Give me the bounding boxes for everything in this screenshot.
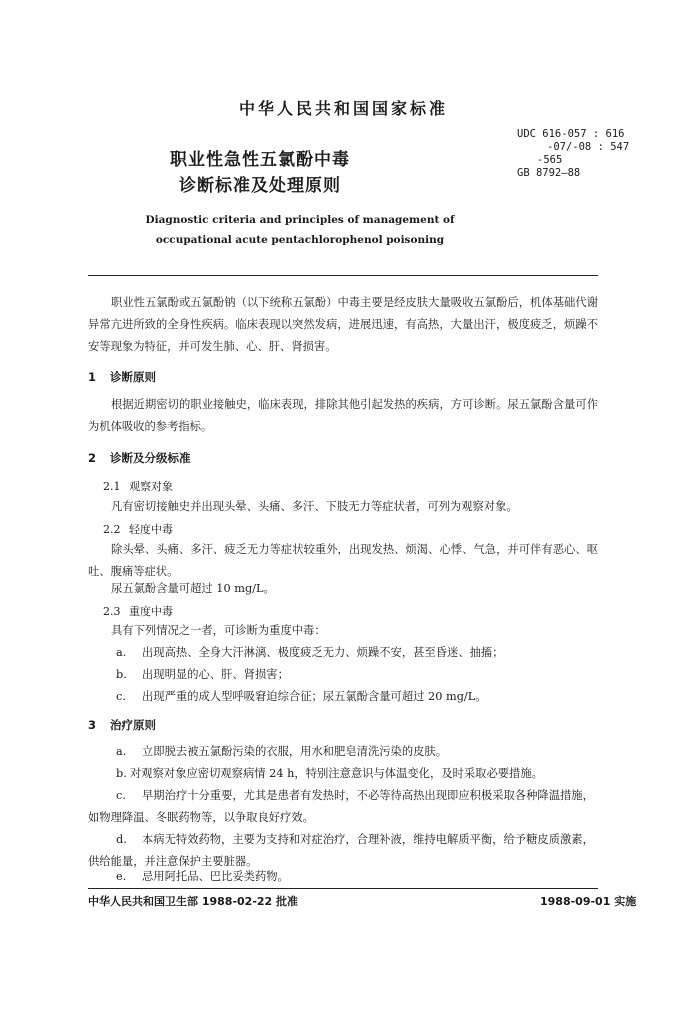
list-item-text: 出现高热、全身大汗淋漓、极度疲乏无力、烦躁不安，甚至昏迷、抽搐； (142, 646, 504, 659)
section-number: 1 (88, 370, 97, 384)
section-title: 诊断及分级标准 (110, 451, 191, 465)
list-item-label: d. (116, 833, 127, 846)
subsection-2-3-text: 具有下列情况之一者，可诊断为重度中毒： (111, 624, 326, 637)
national-standard-heading: 中华人民共和国国家标准 (238, 99, 448, 118)
title-line-1: 职业性急性五氯酚中毒 (170, 150, 350, 170)
list-item-text: 本病无特效药物，主要为支持和对症治疗，合理补液，维持电解质平衡，给予糖皮质激素，供给能量，并注意保护主要脏器。 (88, 833, 594, 868)
intro-paragraph: 职业性五氯酚或五氯酚钠（以下统称五氯酚）中毒主要是经皮肤大量吸收五氯酚后，机体基础代谢异常亢进所致的全身性疾病。临床表现以突然发病，进展迅速，有高热，大量出汗，极度疲乏，烦躁不安等现象为特征，并可发生肺、心、肝、肾损害。 (88, 296, 598, 353)
subsection-title: 重度中毒 (129, 605, 173, 618)
subsection-2-2-urine-note: 尿五氯酚含量可超过 10 mg/L。 (111, 582, 275, 595)
subsection-2-2-heading (103, 521, 173, 537)
subsection-number: 2.1 (103, 480, 121, 493)
list-item-label: c. (116, 690, 126, 703)
list-item-label: a. (116, 745, 127, 758)
footer-divider (88, 888, 598, 889)
list-item-label: a. (116, 646, 127, 659)
subsection-title: 观察对象 (129, 480, 173, 493)
list-item-text: 立即脱去被五氯酚污染的衣服，用水和肥皂清洗污染的皮肤。 (142, 745, 448, 758)
list-item (88, 741, 598, 763)
english-title-line-2: occupational acute pentachlorophenol poisoning (155, 234, 445, 246)
list-item-text: 出现明显的心、肝、肾损害； (142, 668, 289, 681)
list-item-text: 对观察对象应密切观察病情 24 h，特别注意意识与体温变化，及时采取必要措施。 (130, 767, 543, 780)
udc-classification (517, 128, 629, 180)
list-item-label: c. (116, 789, 126, 802)
list-item (88, 785, 598, 829)
udc-line: UDC 616-057 : 616 (517, 128, 625, 140)
udc-line: -07/-08 : 547 (547, 141, 630, 153)
title-line-2: 诊断标准及处理原则 (179, 176, 341, 196)
subsection-2-3-heading (103, 603, 173, 619)
section-1-heading (88, 369, 156, 385)
list-item (88, 866, 598, 888)
section-1-text: 根据近期密切的职业接触史，临床表现，排除其他引起发热的疾病，方可诊断。尿五氯酚含量可作为机体吸收的参考指标。 (88, 398, 598, 433)
section-title: 诊断原则 (110, 370, 156, 384)
document-title (60, 147, 460, 199)
subsection-number: 2.3 (103, 605, 121, 618)
list-item (88, 642, 598, 664)
list-item (88, 763, 598, 785)
section-2-heading (88, 450, 191, 466)
subsection-number: 2.2 (103, 523, 121, 536)
header-divider (88, 275, 598, 276)
subsection-2-1-text: 凡有密切接触史并出现头晕、头痛、多汗、下肢无力等症状者，可列为观察对象。 (111, 500, 518, 513)
section-3-heading (88, 717, 156, 733)
list-item-text: 出现严重的成人型呼吸窘迫综合征；尿五氯酚含量可超过 20 mg/L。 (142, 690, 487, 703)
list-item-text: 忌用阿托品、巴比妥类药物。 (142, 870, 289, 883)
english-title-line-1: Diagnostic criteria and principles of management of (145, 214, 455, 226)
udc-line: -565 (537, 154, 563, 166)
approval-line: 中华人民共和国卫生部 1988-02-22 批准 (88, 895, 299, 908)
effective-date: 1988-09-01 实施 (540, 895, 637, 908)
list-item-label: b. (116, 767, 127, 780)
list-item-label: b. (116, 668, 127, 681)
list-item (88, 686, 598, 708)
section-number: 2 (88, 451, 97, 465)
subsection-2-1-heading (103, 478, 173, 494)
section-title: 治疗原则 (110, 718, 156, 732)
subsection-title: 轻度中毒 (129, 523, 173, 536)
list-item-text: 早期治疗十分重要，尤其是患者有发热时，不必等待高热出现即应积极采取各种降温措施，如物理降温、冬眠药物等，以争取良好疗效。 (88, 789, 594, 824)
list-item-label: e. (116, 870, 127, 883)
list-item (88, 664, 598, 686)
english-title (60, 210, 540, 250)
subsection-2-2-text: 除头晕、头痛、多汗、疲乏无力等症状较重外，出现发热、烦渴、心悸、气急，并可伴有恶心、呕吐、腹痛等症状。 (88, 543, 598, 578)
gb-number: GB 8792—88 (517, 167, 581, 179)
section-number: 3 (88, 718, 97, 732)
